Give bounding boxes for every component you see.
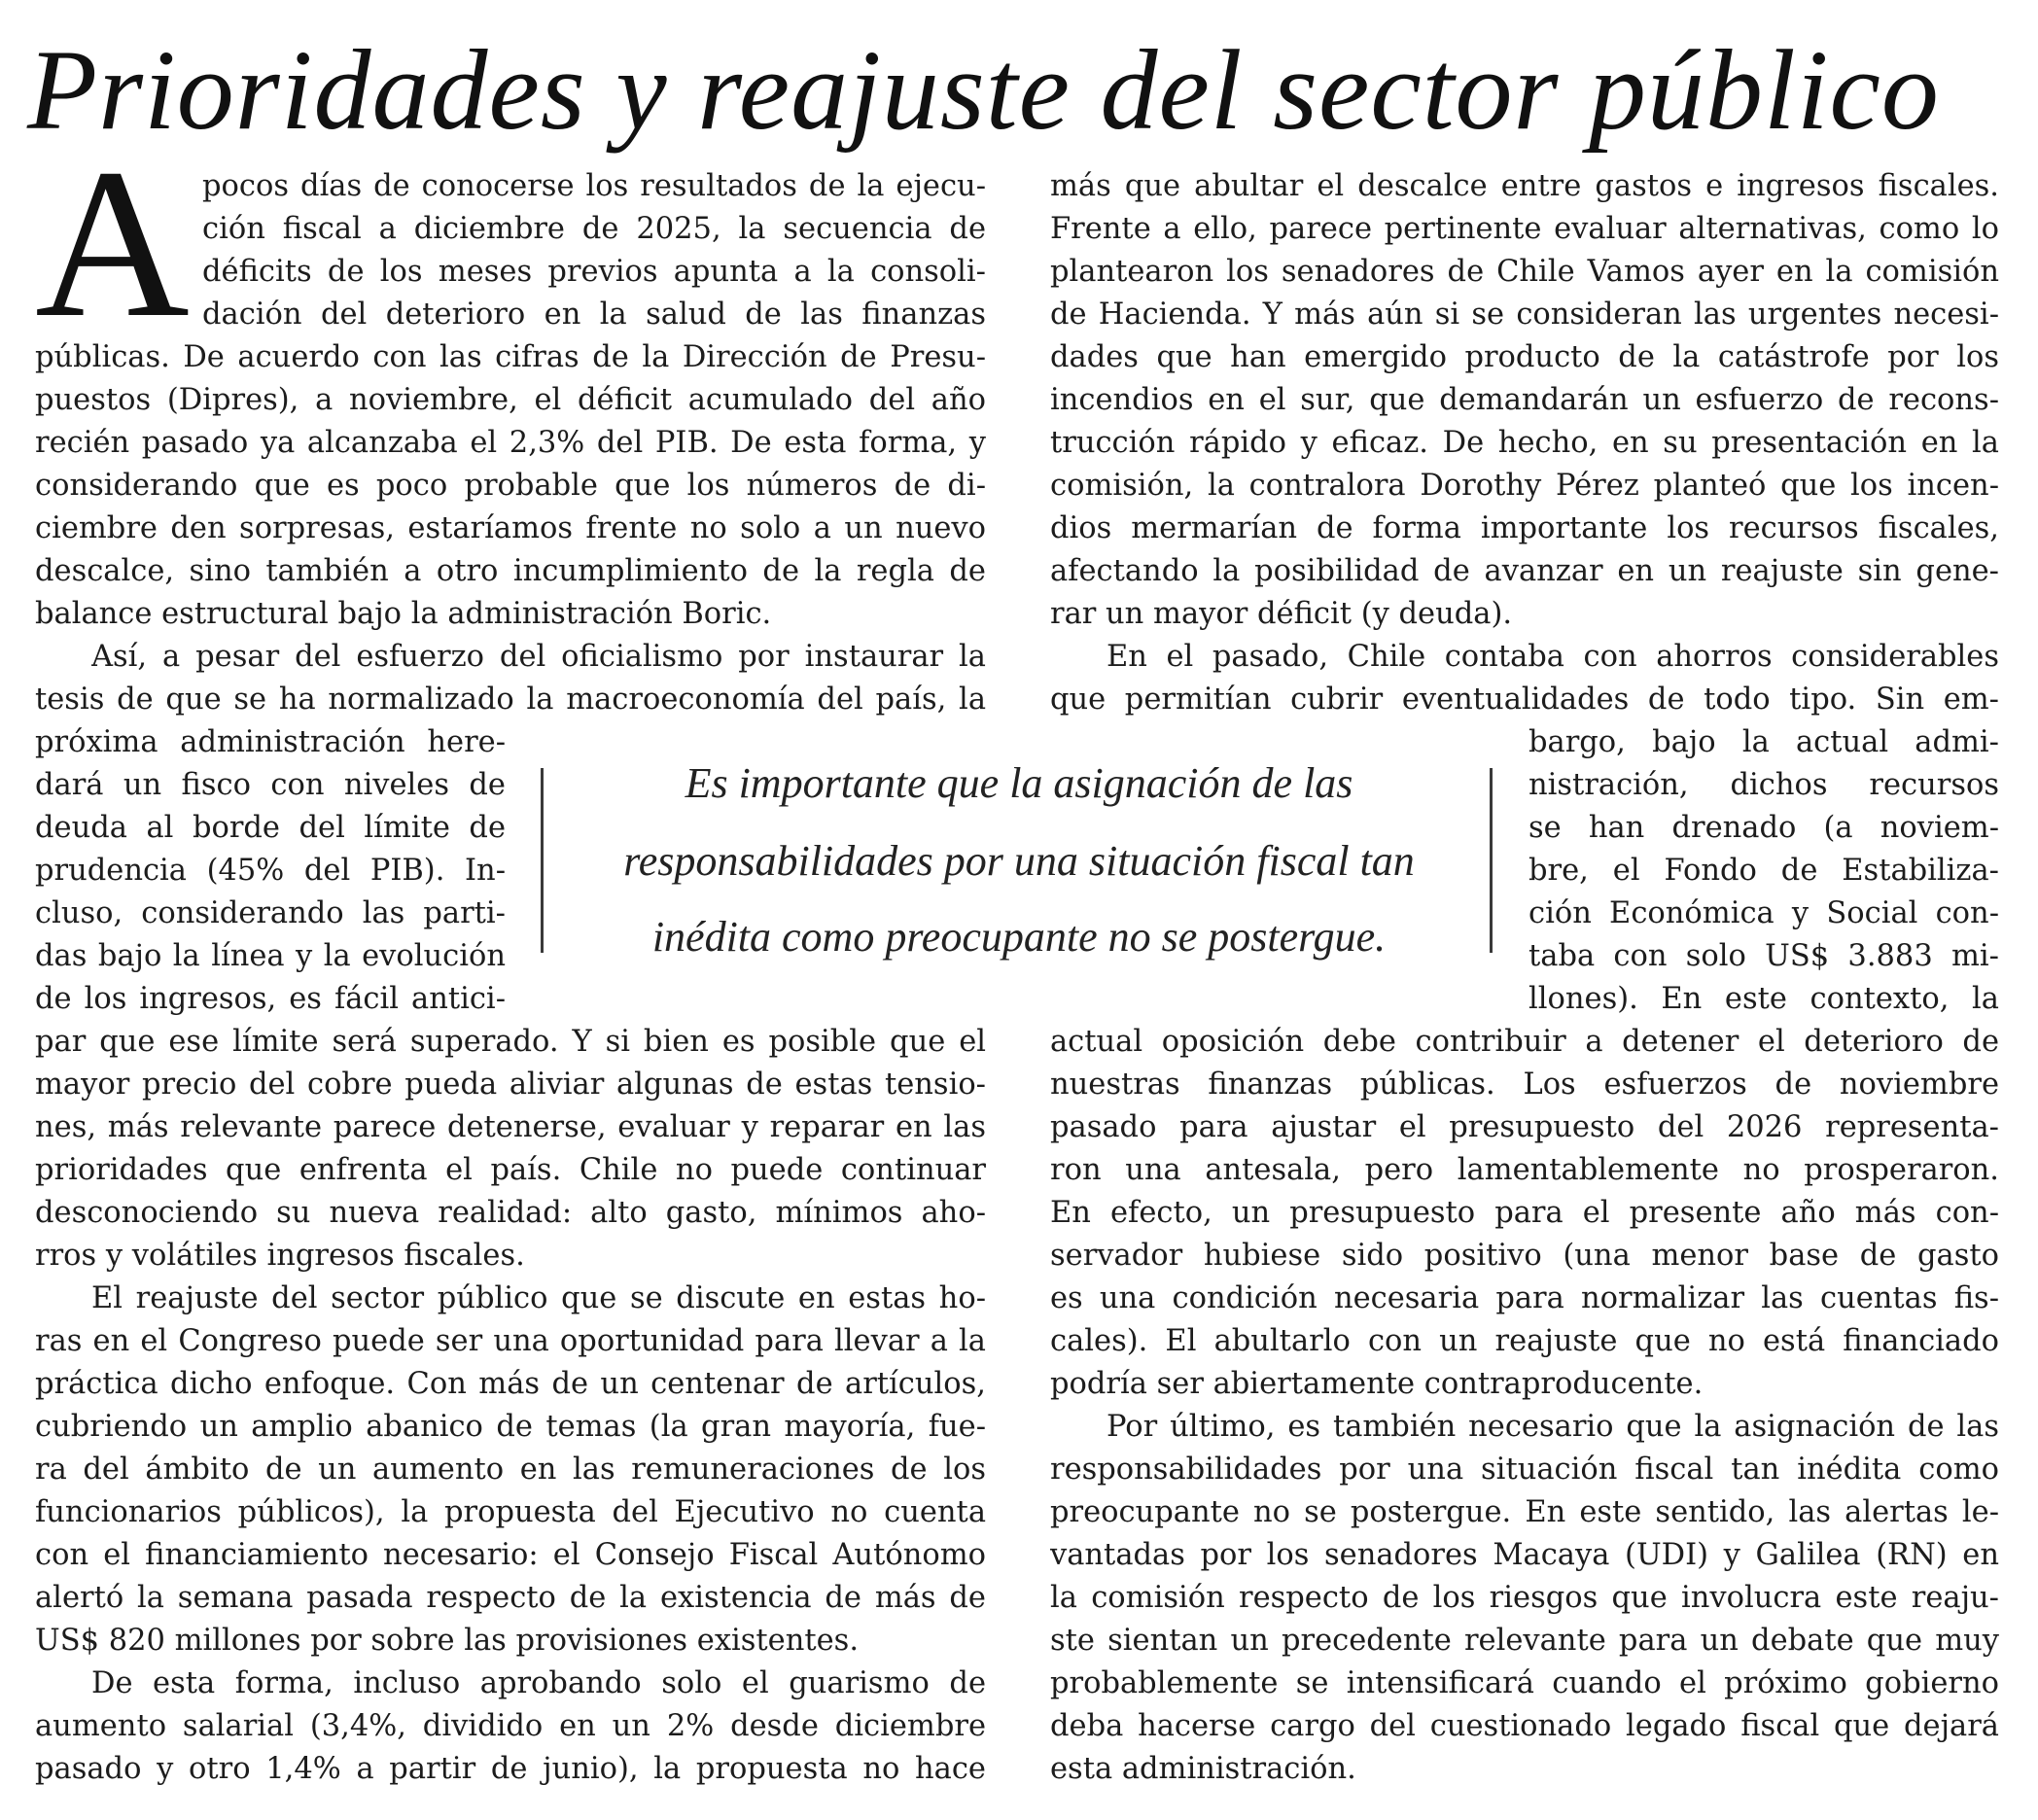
right-line: rar un mayor déficit (y deuda). (1050, 597, 1513, 631)
right-line: se han drenado (a noviem- (1528, 811, 1999, 845)
right-line: plantearon los senadores de Chile Vamos ayer en la comisión (1050, 255, 1999, 289)
right-line: ción Económica y Social con- (1528, 896, 1999, 930)
right-line: Por último, es también necesario que la asignación de las (1107, 1410, 1999, 1444)
left-line: cubriendo un amplio abanico de temas (la gran mayoría, fue- (35, 1410, 986, 1444)
right-line: bre, el Fondo de Estabiliza- (1528, 854, 1999, 888)
right-line: nuestras finanzas públicas. Los esfuerzos de noviembre (1050, 1068, 1999, 1102)
pull-quote-line: Es importante que la asignación de las (685, 759, 1353, 807)
left-line: mayor precio del cobre pueda aliviar algunas de estas tensio- (35, 1068, 986, 1102)
left-line: das bajo la línea y la evolución (35, 939, 506, 973)
left-line: De esta forma, incluso aprobando solo el guarismo de (91, 1666, 986, 1700)
right-line: incendios en el sur, que demandarán un esfuerzo de recons- (1050, 383, 1999, 417)
right-line: preocupante no se postergue. En este sentido, las alertas le- (1050, 1495, 1999, 1529)
left-line: descalce, sino también a otro incumplimiento de la regla de (35, 554, 986, 588)
left-line: alertó la semana pasada respecto de la existencia de más de (35, 1581, 986, 1615)
right-line: es una condición necesaria para normalizar las cuentas fis- (1050, 1281, 1999, 1315)
left-line: aumento salarial (3,4%, dividido en un 2% desde diciembre (35, 1709, 986, 1743)
pull-quote-rule-left (541, 768, 544, 953)
left-line: ra del ámbito de un aumento en las remuneraciones de los (35, 1452, 986, 1487)
left-line: US$ 820 millones por sobre las provisiones existentes. (35, 1624, 860, 1658)
right-line: Frente a ello, parece pertinente evaluar alternativas, como lo (1050, 212, 1999, 246)
left-line: nes, más relevante parece detenerse, evaluar y reparar en las (35, 1110, 986, 1144)
left-line: dará un fisco con niveles de (35, 768, 506, 802)
right-line: deba hacerse cargo del cuestionado legado fiscal que dejará (1050, 1709, 1999, 1743)
left-line: rros y volátiles ingresos fiscales. (35, 1239, 525, 1273)
left-line: tesis de que se ha normalizado la macroeconomía del país, la (35, 682, 986, 717)
left-line: con el financiamiento necesario: el Consejo Fiscal Autónomo (35, 1538, 986, 1572)
right-line: más que abultar el descalce entre gastos e ingresos fiscales. (1050, 169, 1999, 203)
right-line: taba con solo US$ 3.883 mi- (1528, 939, 1999, 973)
left-line: desconociendo su nueva realidad: alto gasto, mínimos aho- (35, 1196, 986, 1230)
right-line: que permitían cubrir eventualidades de todo tipo. Sin em- (1050, 682, 1999, 717)
left-line: El reajuste del sector público que se discute en estas ho- (91, 1281, 986, 1315)
headline: Prioridades y reajuste del sector público (27, 26, 1940, 154)
left-line: par que ese límite será superado. Y si bien es posible que el (35, 1025, 986, 1059)
left-line: ción fiscal a diciembre de 2025, la secuencia de (202, 212, 986, 246)
right-line: llones). En este contexto, la (1528, 982, 1999, 1016)
right-line: cales). El abultarlo con un reajuste que no está financiado (1050, 1324, 1999, 1358)
left-line: prioridades que enfrenta el país. Chile no puede continuar (35, 1153, 986, 1187)
right-line: esta administración. (1050, 1752, 1356, 1786)
left-line: recién pasado ya alcanzaba el 2,3% del PIB. De esta forma, y (35, 426, 986, 460)
right-line: comisión, la contralora Dorothy Pérez planteó que los incen- (1050, 469, 1999, 503)
pull-quote-line: responsabilidades por una situación fiscal tan (623, 837, 1415, 885)
right-line: dios mermarían de forma importante los recursos fiscales, (1050, 511, 1999, 545)
left-line: funcionarios públicos), la propuesta del Ejecutivo no cuenta (35, 1495, 986, 1529)
left-line: ras en el Congreso puede ser una oportunidad para llevar a la (35, 1324, 986, 1358)
right-line: En efecto, un presupuesto para el presente año más con- (1050, 1196, 1999, 1230)
pull-quote-line: inédita como preocupante no se postergue. (651, 913, 1387, 961)
left-line: cluso, considerando las parti- (35, 896, 506, 930)
left-line: déficits de los meses previos apunta a la consoli- (202, 255, 986, 289)
right-line: dades que han emergido producto de la catástrofe por los (1050, 340, 1999, 374)
left-line: balance estructural bajo la administración Boric. (35, 597, 772, 631)
left-line: práctica dicho enfoque. Con más de un centenar de artículos, (35, 1367, 986, 1401)
right-line: afectando la posibilidad de avanzar en un reajuste sin gene- (1050, 554, 1999, 588)
left-line: Así, a pesar del esfuerzo del oficialismo por instaurar la (91, 640, 986, 674)
left-line: próxima administración here- (35, 725, 506, 759)
left-line: puestos (Dipres), a noviembre, el déficit acumulado del año (35, 383, 986, 417)
right-line: ron una antesala, pero lamentablemente no prosperaron. (1050, 1153, 1999, 1187)
left-line: deuda al borde del límite de (35, 811, 506, 845)
right-line: servador hubiese sido positivo (una menor base de gasto (1050, 1239, 1999, 1273)
right-line: pasado para ajustar el presupuesto del 2026 representa- (1050, 1110, 1999, 1144)
left-line: de los ingresos, es fácil antici- (35, 982, 506, 1016)
right-line: vantadas por los senadores Macaya (UDI) y Galilea (RN) en (1050, 1538, 1999, 1572)
right-line: actual oposición debe contribuir a detener el deterioro de (1050, 1025, 1999, 1059)
right-line: de Hacienda. Y más aún si se consideran las urgentes necesi- (1050, 298, 1999, 332)
right-line: responsabilidades por una situación fiscal tan inédita como (1050, 1452, 1999, 1487)
left-line: públicas. De acuerdo con las cifras de la Dirección de Presu- (35, 340, 986, 374)
left-line: dación del deterioro en la salud de las finanzas (202, 298, 986, 332)
left-line: pasado y otro 1,4% a partir de junio), la propuesta no hace (35, 1752, 986, 1786)
right-line: probablemente se intensificará cuando el próximo gobierno (1050, 1666, 1999, 1700)
right-line: nistración, dichos recursos (1528, 768, 1999, 802)
right-line: bargo, bajo la actual admi- (1528, 725, 1999, 759)
right-line: trucción rápido y eficaz. De hecho, en su presentación en la (1050, 426, 1999, 460)
left-line: considerando que es poco probable que los números de di- (35, 469, 986, 503)
right-line: En el pasado, Chile contaba con ahorros considerables (1107, 640, 1999, 674)
left-line: pocos días de conocerse los resultados de la ejecu- (202, 169, 986, 203)
right-line: podría ser abiertamente contraproducente. (1050, 1367, 1704, 1401)
left-line: ciembre den sorpresas, estaríamos frente no solo a un nuevo (35, 511, 986, 545)
right-line: ste sientan un precedente relevante para un debate que muy (1050, 1624, 1999, 1658)
right-line: la comisión respecto de los riesgos que involucra este reaju- (1050, 1581, 1999, 1615)
drop-cap: A (35, 124, 190, 362)
left-line: prudencia (45% del PIB). In- (35, 854, 506, 888)
